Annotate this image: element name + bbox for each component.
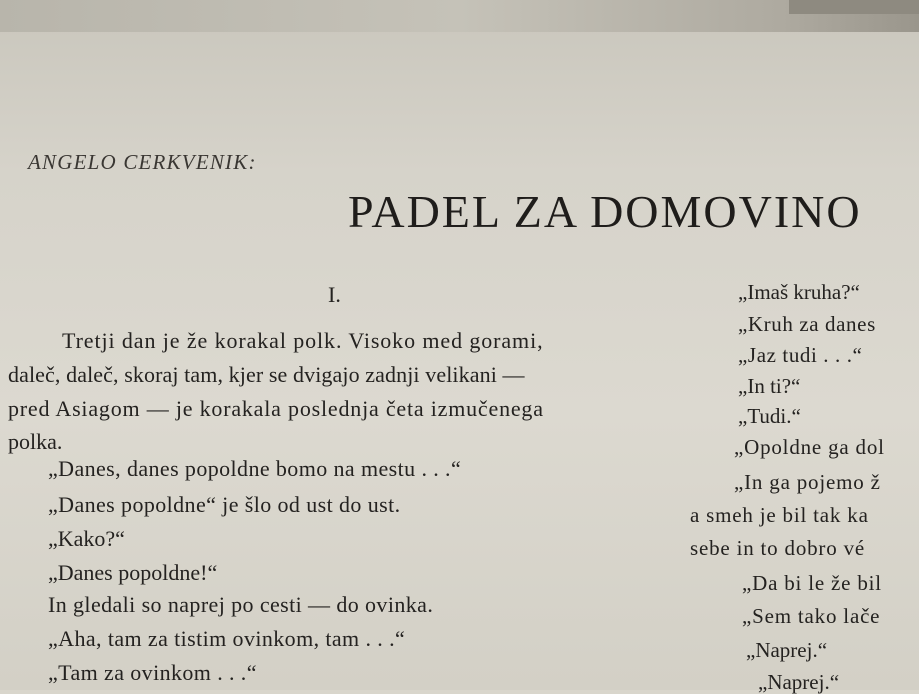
- dialogue-line: „Kako?“: [48, 526, 125, 551]
- section-numeral: I.: [328, 282, 341, 307]
- chapter-title: PADEL ZA DOMOVINO: [348, 186, 862, 237]
- dialogue-line: „Tudi.“: [738, 404, 801, 428]
- dialogue-line: „Sem tako lače: [742, 604, 881, 628]
- dialogue-line: „Tam za ovinkom . . .“: [48, 660, 257, 685]
- dialogue-line: „Da bi le že bil: [742, 571, 882, 595]
- paragraph-line: a smeh je bil tak ka: [690, 503, 869, 527]
- dialogue-line: „Opoldne ga dol: [734, 435, 885, 459]
- dialogue-line: „Naprej.“: [746, 638, 828, 662]
- dialogue-line: „In ga pojemo ž: [734, 470, 881, 494]
- top-edge-shadow: [0, 0, 919, 32]
- paragraph-line: In gledali so naprej po cesti — do ovinka.: [48, 592, 434, 617]
- dialogue-line: „Danes popoldne!“: [48, 560, 218, 585]
- paragraph-line: polka.: [8, 429, 63, 454]
- dialogue-line: „Jaz tudi . . .“: [738, 343, 863, 367]
- author-name: ANGELO CERKVENIK:: [28, 150, 257, 174]
- paragraph-line: sebe in to dobro vé: [690, 536, 865, 560]
- dialogue-line: „Naprej.“: [758, 670, 840, 694]
- dialogue-line: „Aha, tam za tistim ovinkom, tam . . .“: [48, 626, 406, 651]
- paragraph-line: pred Asiagom — je korakala poslednja četa izmučenega: [8, 396, 544, 421]
- dialogue-line: „Kruh za danes: [738, 312, 876, 336]
- dialogue-line: „In ti?“: [738, 374, 801, 398]
- dialogue-line: „Danes popoldne“ je šlo od ust do ust.: [48, 492, 401, 517]
- dialogue-line: „Danes, danes popoldne bomo na mestu . . .“: [48, 456, 462, 481]
- paragraph-line: daleč, daleč, skoraj tam, kjer se dvigajo zadnji velikani —: [8, 362, 525, 387]
- paragraph-line: Tretji dan je že korakal polk. Visoko med gorami,: [62, 328, 544, 353]
- dialogue-line: „Imaš kruha?“: [738, 280, 860, 304]
- binding-edge: [789, 0, 919, 14]
